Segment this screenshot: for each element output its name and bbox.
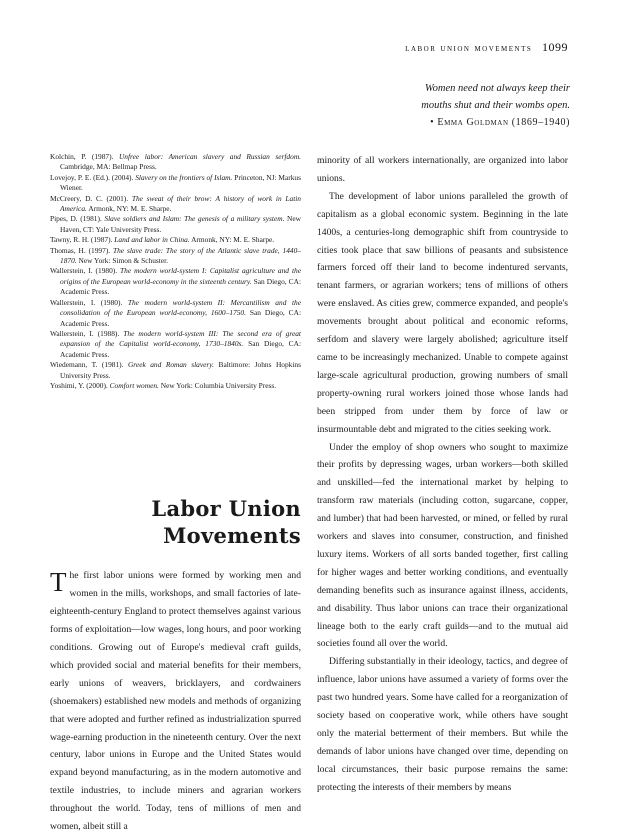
epigraph-quote-line-1: Women need not always keep their — [424, 83, 570, 94]
epigraph-quote-line-2: mouths shut and their wombs open. — [421, 100, 570, 111]
epigraph-author: Emma Goldman — [437, 117, 509, 128]
bullet-icon: • — [430, 117, 435, 128]
article-title — [50, 495, 301, 549]
reference-item: Pipes, D. (1981). Slave soldiers and Islam: The genesis of a military system. New Haven, CT: Yale University Press. — [50, 214, 301, 234]
paragraph: Under the employ of shop owners who sought to maximize their profits by depressing wages, urban workers—both skilled and unskilled—fed the international market by helping to transform raw materials (including cotton, sugarcane, copper, and lumber) that had been harvested, or mined, or felled by rural workers and slaves into consumer, construction, and finished luxury items. Workers of all sorts banded together, first calling for higher wages and better working conditions, and eventually demanding benefits such as insurance against illness, accidents, and disability. Thus labor unions can trace their organizational lineage both to the early craft guilds—and to the mutual aid societies found all over the world. — [317, 441, 568, 650]
reference-item: Kolchin, P. (1987). Unfree labor: American slavery and Russian serfdom. Cambridge, MA: Bellmap Press. — [50, 152, 302, 172]
drop-cap: T — [50, 567, 67, 598]
running-head — [405, 40, 568, 55]
right-column — [317, 152, 568, 797]
reference-item: Thomas, H. (1997). The slave trade: The story of the Atlantic slave trade, 1440–1870. New York: Simon & Schuster. — [50, 245, 301, 266]
reference-item: McCreery, D. C. (2001). The sweat of their brow: A history of work in Latin America. Armonk, NY: M. E. Sharpe. — [50, 193, 302, 214]
article-body-left — [50, 567, 301, 836]
paragraph: The development of labor unions paralleled the growth of capitalism as a global economic system. Beginning in the late 1400s, a centuries-long demographic shift from countryside to cities took place that saw billions of peasants and subsistence farmers forced off their land to become indentured servants, tenant farmers, or agrarian workers; tens of millions of others were enslaved. As cities grew, commerce expanded, and people's movements brought about political and economic reforms, serfdom and slavery were largely abolished; agriculture itself came to be increasingly mechanized. Unable to compete against large-scale agricultural production, growing numbers of small property-owning rural workers joined those whose lands had been stripped from under them by force of law or insurmountable debt and migrated to the cities seeking work. — [317, 190, 568, 435]
reference-item: Wallerstein, I. (1988). The modern world-system III: The second era of great expansion of the Capitalist world-economy, 1730–1840s. San Diego, CA: Academic Press. — [50, 328, 302, 359]
reference-list — [50, 152, 301, 391]
epigraph-years: (1869–1940) — [511, 117, 570, 128]
paragraph: minority of all workers internationally, are organized into labor unions. — [317, 155, 568, 184]
running-head-title: labor union movements — [405, 43, 533, 54]
reference-item: Wallerstein, I. (1980). The modern world-system I: Capitalist agriculture and the origins of the European world-economy in the sixteenth century. San Diego, CA: Academic Press. — [50, 266, 302, 297]
reference-item: Yoshimi, Y. (2000). Comfort women. New York: Columbia University Press. — [50, 380, 277, 390]
reference-item: Wallerstein, I. (1980). The modern world-system II: Mercantilism and the consolidation of the European world-economy, 1600–1750. San Diego, CA: Academic Press. — [50, 297, 301, 328]
paragraph: Differing substantially in their ideology, tactics, and degree of influence, labor unions have assumed a variety of forms over the past two hundred years. Some have called for a reorganization of society based on cooperative work, while others have sought only the material betterment of their members. But while the demands of labor unions have changed over time, depending on local circumstances, their basic purpose remains the same: protecting the interests of their members by means — [317, 656, 568, 793]
article-title-line-1: Labor Union — [151, 496, 301, 522]
article-title-line-2: Movements — [163, 523, 301, 549]
epigraph — [421, 80, 570, 131]
reference-item: Tawny, R. H. (1987). Land and labor in China. Armonk, NY: M. E. Sharpe. — [50, 235, 275, 245]
paragraph: The first labor unions were formed by working men and women in the mills, workshops, and small factories of late-eighteenth-century England to protect themselves against various forms of exploitation—low wages, long hours, and poor working conditions. Growing out of Europe's medieval craft guilds, which provided social and material benefits for their members, early unions of weavers, bricklayers, and cordwainers (shoemakers) established new models and methods of organizing that were adopted and further refined as industrialization spurred wage-earning production in the nineteenth century. Over the next century, labor unions in Europe and the United States would expand beyond manufacturing, as in the modern automotive and textile industries, to include miners and agrarian workers throughout the world. Today, tens of millions of men and women, albeit still a — [50, 567, 301, 833]
left-column — [50, 152, 301, 836]
reference-item: Wiedemann, T. (1981). Greek and Roman slavery. Baltimore: Johns Hopkins University Press. — [50, 360, 301, 380]
reference-item: Lovejoy, P. E. (Ed.). (2004). Slavery on the frontiers of Islam. Princeton, NJ: Markus Wiener. — [50, 172, 302, 193]
epigraph-attribution — [421, 114, 570, 131]
page-number: 1099 — [542, 40, 568, 54]
